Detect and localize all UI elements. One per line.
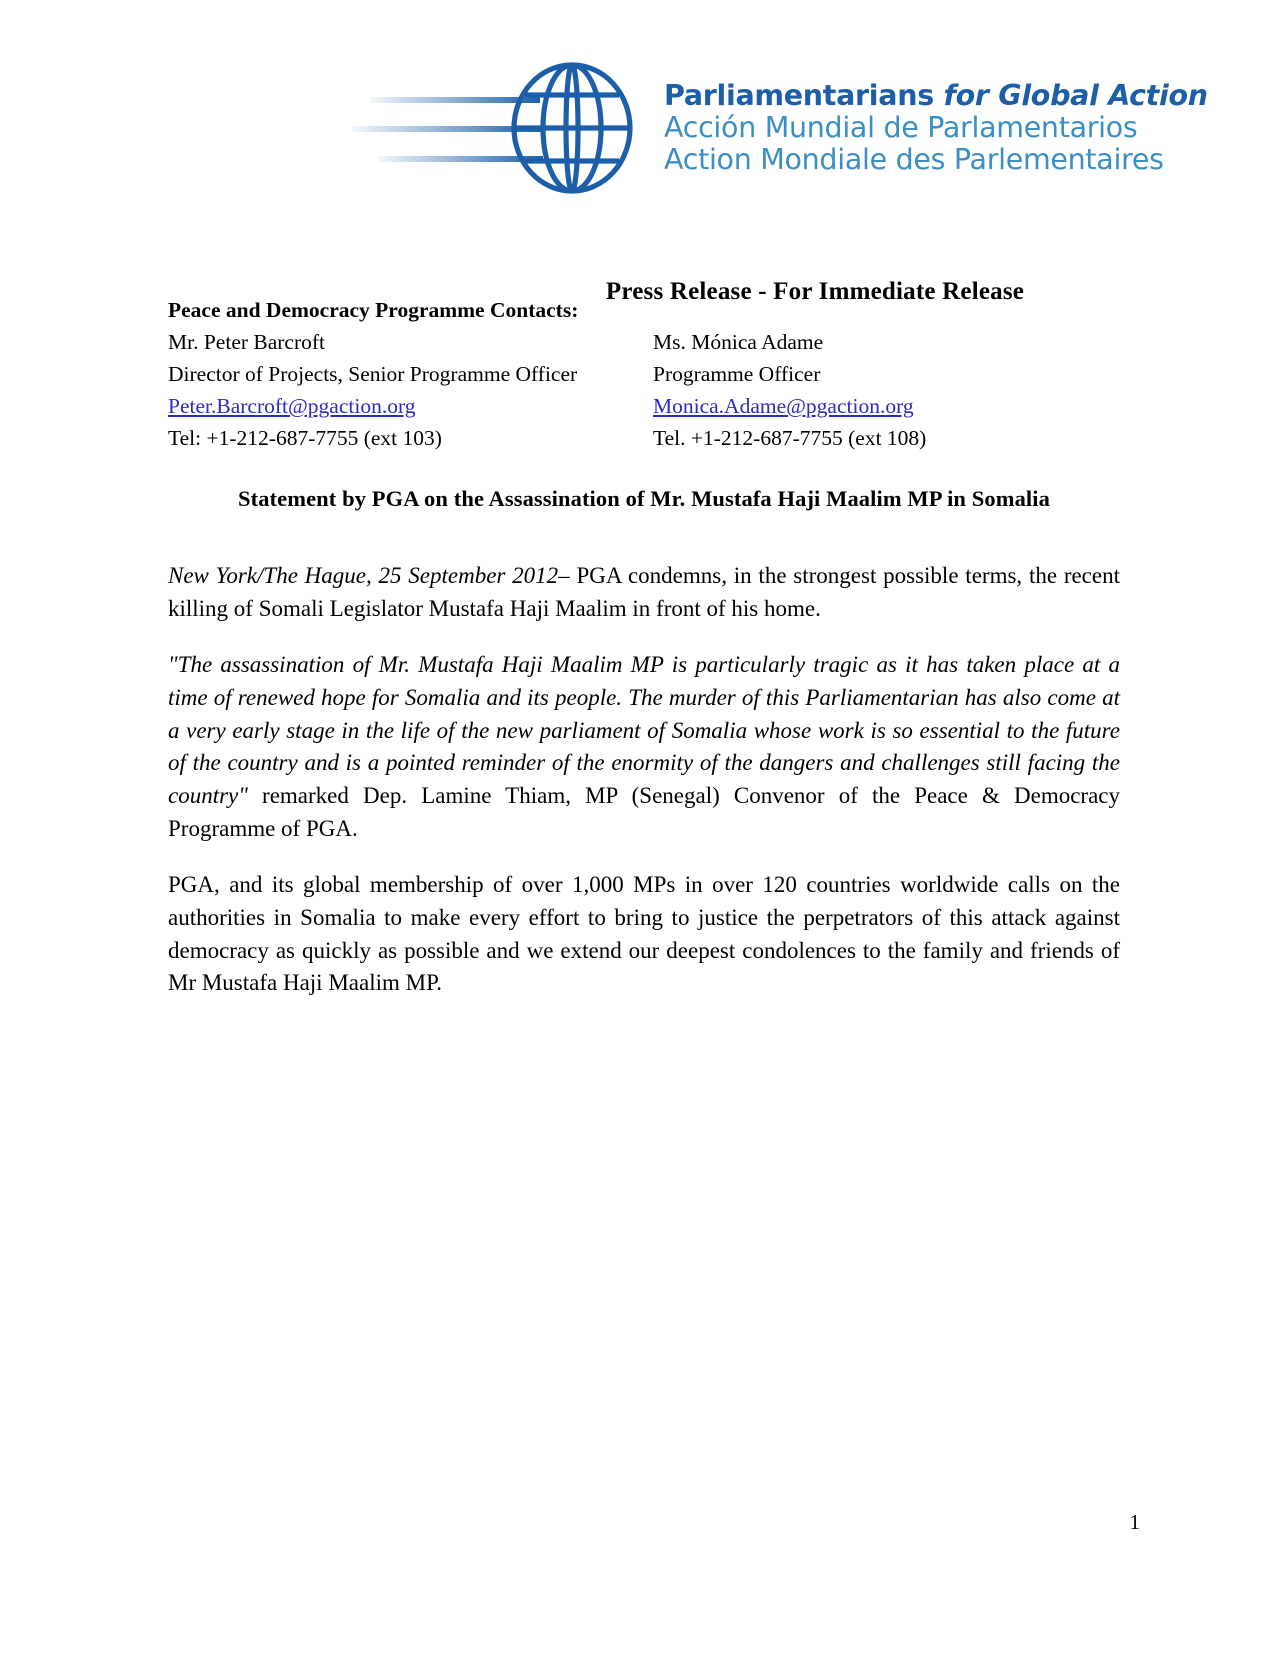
logo-line-english <box>664 80 1208 112</box>
dateline: New York/The Hague, 25 September 2012 <box>168 563 559 588</box>
quote-attribution: remarked Dep. Lamine Thiam, MP (Senegal) Convenor of the Peace & Democracy Programme of PGA. <box>168 782 1120 841</box>
logo-line-french: Action Mondiale des Parlementaires <box>664 142 1164 176</box>
contact-left-email-link[interactable]: Peter.Barcroft@pgaction.org <box>168 394 416 419</box>
contacts-columns <box>168 326 1128 454</box>
logo-wordmark <box>664 80 1208 176</box>
contact-right-role: Programme Officer <box>653 362 821 387</box>
page-number: 1 <box>1129 1510 1140 1534</box>
globe-logo-mark <box>352 62 652 194</box>
contact-right-email-link[interactable]: Monica.Adame@pgaction.org <box>653 394 914 419</box>
logo-line-spanish: Acción Mundial de Parlamentarios <box>664 111 1138 145</box>
document-header <box>0 62 1280 305</box>
contacts-heading: Peace and Democracy Programme Contacts: <box>168 298 579 322</box>
paragraph-quote <box>168 649 1120 845</box>
contact-left-role: Director of Projects, Senior Programme Officer <box>168 362 578 387</box>
pga-logo <box>0 62 1280 194</box>
contact-left-tel: Tel: +1-212-687-7755 (ext 103) <box>168 426 442 451</box>
paragraph-lead <box>168 560 1120 625</box>
paragraph-lead-text: – PGA condemns, in the strongest possible terms, the recent killing of Somali Legislator Mustafa Haji Maalim in front of his home. <box>168 563 1120 621</box>
press-release-label: Press Release - For Immediate Release <box>605 278 1025 305</box>
contact-left-name: Mr. Peter Barcroft <box>168 330 326 355</box>
document-body <box>168 560 1120 1024</box>
paragraph-closing: PGA, and its global membership of over 1,000 MPs in over 120 countries worldwide calls on the authorities in Somalia to make every effort to bring to justice the perpetrators of this attack against democracy as quickly as possible and we extend our deepest condolences to the family and friends of Mr Mustafa Haji Maalim MP. <box>168 872 1120 996</box>
contacts-block <box>168 294 1128 454</box>
globe-icon <box>498 62 646 194</box>
contact-right-tel: Tel. +1-212-687-7755 (ext 108) <box>653 426 927 451</box>
contact-right-name: Ms. Mónica Adame <box>653 330 824 355</box>
contact-left <box>168 326 653 454</box>
quote-text: "The assassination of Mr. Mustafa Haji Maalim MP is particularly tragic as it has taken place at a time of renewed hope for Somalia and its people. The murder of this Parliamentarian has also come at a very early stage in the life of the new parliament of Somalia whose work is so essential to the future of the country and is a pointed reminder of the enormity of the dangers and challenges still facing the country" <box>168 652 1120 808</box>
contact-right <box>653 326 1113 454</box>
logo-line-english-italic: for Global Action <box>943 79 1208 113</box>
page-title: Statement by PGA on the Assassination of Mr. Mustafa Haji Maalim MP in Somalia <box>238 486 1050 511</box>
logo-line-english-plain: Parliamentarians <box>664 79 944 113</box>
